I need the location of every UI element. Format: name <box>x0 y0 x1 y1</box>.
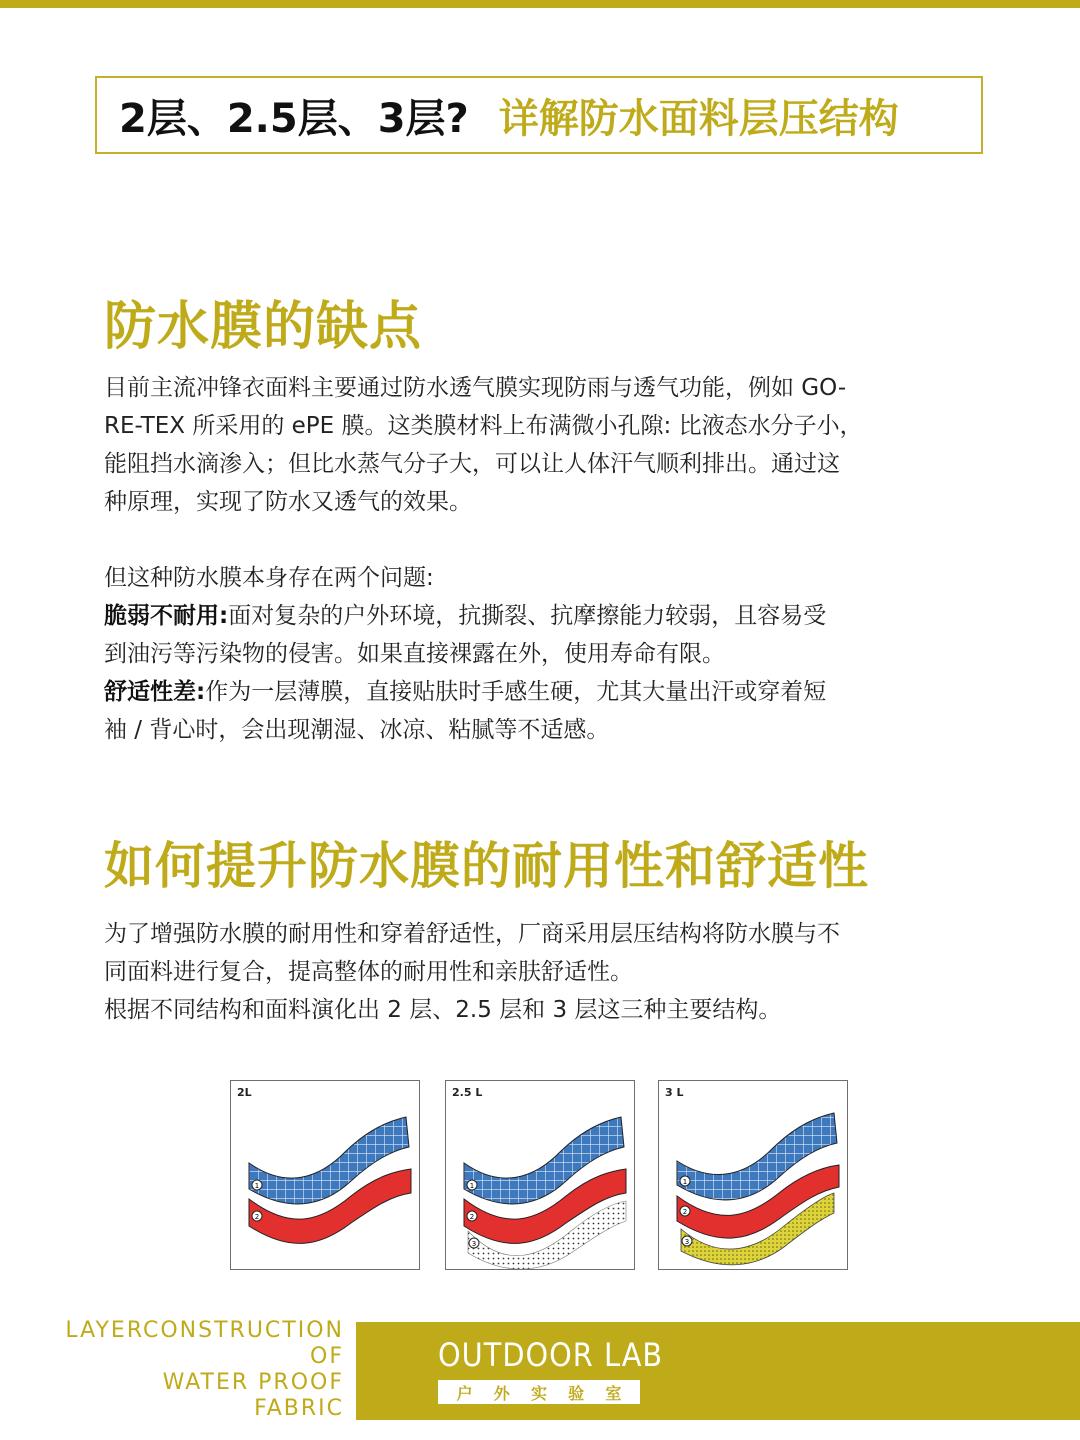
issue2-label: 舒适性差: <box>104 679 206 705</box>
diagram-25l <box>445 1080 635 1270</box>
issue1-line1 <box>104 597 980 635</box>
brand-cn-char: 户 <box>456 1383 473 1403</box>
paragraph-line: 能阻挡水滴渗入；但比水蒸气分子大，可以让人体汗气顺利排出。通过这 <box>104 451 840 477</box>
marker-2-text: 2 <box>469 1213 475 1221</box>
issue2-line2: 袖 / 背心时，会出现潮湿、冰凉、粘腻等不适感。 <box>104 717 610 743</box>
diagram-3l-illustration <box>659 1081 849 1271</box>
diagram-label: 2.5 L <box>452 1086 483 1099</box>
diagram-2l <box>230 1080 420 1270</box>
tagline-line: FABRIC <box>254 1396 344 1421</box>
diagram-label: 2L <box>237 1086 252 1099</box>
section1-paragraph1 <box>104 369 980 521</box>
issue1-text: 面对复杂的户外环境，抗撕裂、抗摩擦能力较弱，且容易受 <box>228 603 827 629</box>
layer-diagrams <box>0 1080 1080 1272</box>
brand-cn-char: 室 <box>605 1383 622 1403</box>
marker-2-text: 2 <box>254 1213 260 1221</box>
footer-brand-block <box>356 1322 1080 1420</box>
issue1-line2: 到油污等污染物的侵害。如果直接裸露在外，使用寿命有限。 <box>104 641 725 667</box>
marker-3-text: 3 <box>684 1238 690 1246</box>
title-part2: 详解防水面料层压结构 <box>498 95 899 142</box>
footer-tagline <box>40 1318 344 1422</box>
diagram-label: 3 L <box>665 1086 684 1099</box>
diagram-25l-illustration <box>446 1081 636 1271</box>
brand-name: OUTDOOR LAB <box>438 1336 664 1374</box>
diagram-2l-illustration <box>231 1081 421 1271</box>
brand-cn-char: 外 <box>493 1383 510 1403</box>
issue2-text: 作为一层薄膜，直接贴肤时手感生硬，尤其大量出汗或穿着短 <box>205 679 827 705</box>
section2-heading: 如何提升防水膜的耐用性和舒适性 <box>104 837 869 895</box>
brand-cn-char: 验 <box>568 1383 585 1403</box>
top-accent-bar <box>0 0 1080 8</box>
issue1-label: 脆弱不耐用: <box>104 603 229 629</box>
paragraph-line: 为了增强防水膜的耐用性和穿着舒适性，厂商采用层压结构将防水膜与不 <box>104 921 840 947</box>
marker-1-text: 1 <box>254 1182 260 1190</box>
section2-paragraph <box>104 915 980 1029</box>
marker-1-text: 1 <box>469 1182 475 1190</box>
paragraph-line: 根据不同结构和面料演化出 2 层、2.5 层和 3 层这三种主要结构。 <box>104 997 782 1023</box>
issues-intro: 但这种防水膜本身存在两个问题: <box>104 565 434 591</box>
title-part1: 2层、2.5层、3层? <box>119 95 469 142</box>
tagline-line: OF <box>310 1344 344 1369</box>
title-banner <box>95 76 983 154</box>
brand-cn-box <box>438 1380 640 1404</box>
brand-cn-char: 实 <box>530 1383 547 1403</box>
section1-heading: 防水膜的缺点 <box>104 297 423 357</box>
marker-2-text: 2 <box>682 1208 688 1216</box>
section1-paragraph2 <box>104 559 980 749</box>
tagline-line: WATER PROOF <box>162 1370 344 1395</box>
paragraph-line: 种原理，实现了防水又透气的效果。 <box>104 489 472 515</box>
diagram-3l <box>658 1080 848 1270</box>
paragraph-line: 目前主流冲锋衣面料主要通过防水透气膜实现防雨与透气功能，例如 GO- <box>104 375 847 401</box>
paragraph-line: RE-TEX 所采用的 ePE 膜。这类膜材料上布满微小孔隙: 比液态水分子小， <box>104 413 863 439</box>
marker-3-text: 3 <box>471 1240 477 1248</box>
issue2-line1 <box>104 673 980 711</box>
paragraph-line: 同面料进行复合，提高整体的耐用性和亲肤舒适性。 <box>104 959 633 985</box>
tagline-line: LAYERCONSTRUCTION <box>65 1318 344 1343</box>
marker-1-text: 1 <box>682 1178 688 1186</box>
